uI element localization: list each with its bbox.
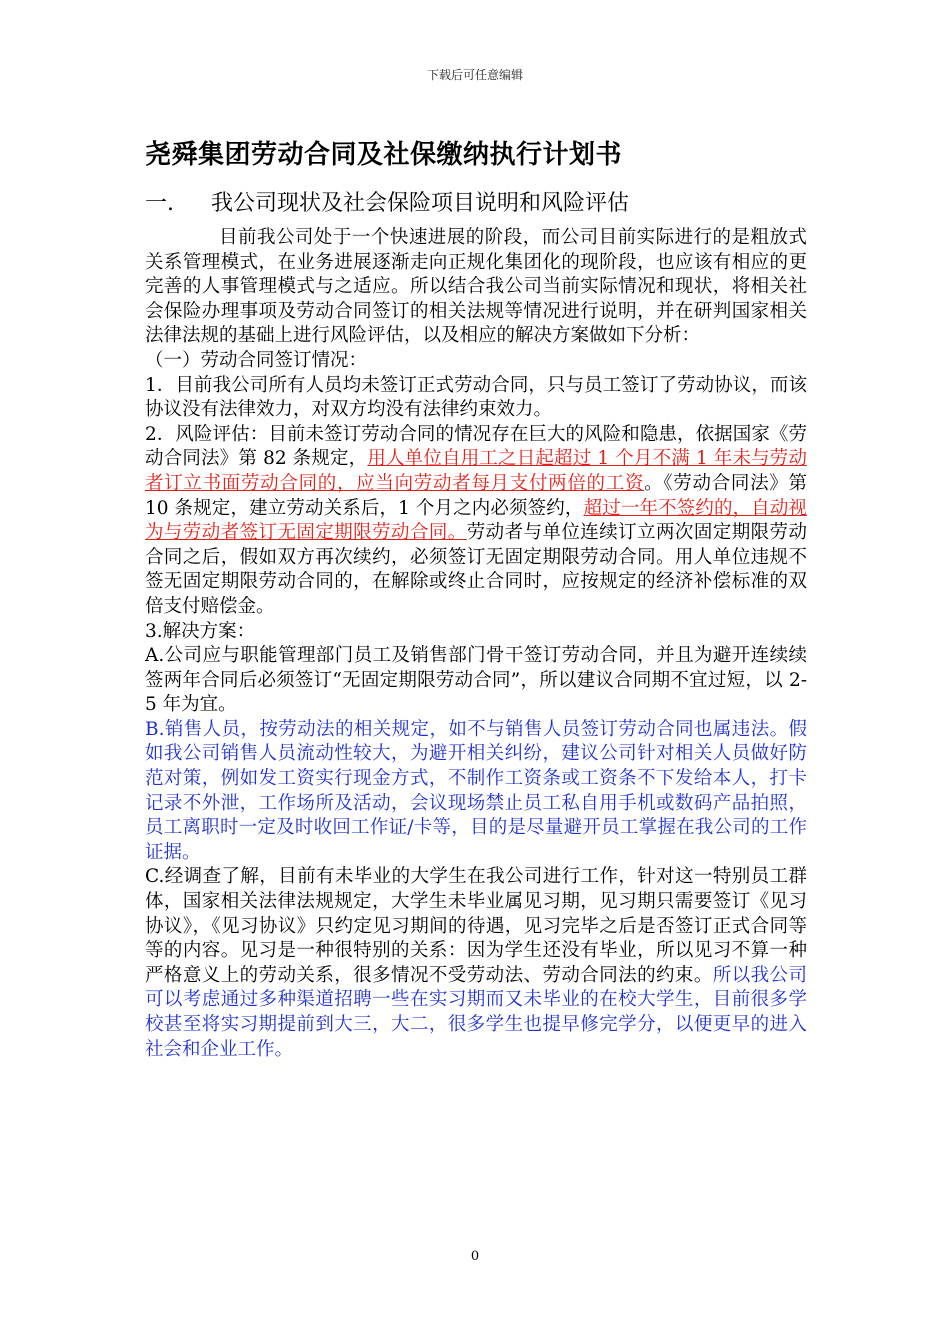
section-title: 我公司现状及社会保险项目说明和风险评估: [211, 191, 630, 216]
item-b: B.销售人员，按劳动法的相关规定，如不与销售人员签订劳动合同也属违法。假如我公司销售人员流动性较大，为避开相关纠纷，建议公司针对相关人员做好防范对策，例如发工资实行现金方式，不制作工资条或工资条不下发给本人，打卡记录不外泄，工作场所及活动，会议现场禁止员工私自用手机或数码产品拍照，员工离职时一定及时收回工作证/卡等，目的是尽量避开员工掌握在我公司的工作证据。: [145, 718, 807, 863]
item-1: 1．目前我公司所有人员均未签订正式劳动合同，只与员工签订了劳动协议，而该协议没有法律效力，对双方均没有法律约束效力。: [145, 374, 807, 421]
item-c-text: C.经调查了解，目前有未毕业的大学生在我公司进行工作，针对这一特别员工群体，国家相关法律法规规定，大学生未毕业属见习期，见习期只需要签订《见习协议》，《见习协议》只约定见习期间的待遇，见习完毕之后是否签订正式合同等等的内容。见习是一种很特别的关系：因为学生还没有毕业，所以见习不算一种严格意义上的劳动关系，很多情况不受劳动法、劳动合同法的约束。: [145, 866, 807, 986]
item-a: A.公司应与职能管理部门员工及销售部门骨干签订劳动合同，并且为避开连续续签两年合同后必须签订“无固定期限劳动合同”，所以建议合同期不宜过短，以 2-5 年为宜。: [145, 645, 807, 716]
item-2-text-c: 劳动者与单位连续订立两次固定期限劳动合同之后，假如双方再次续约，必须签订无固定期限劳动合同。用人单位违规不签无固定期限劳动合同的，在解除或终止合同时，应按规定的经济补偿标准的双倍支付赔偿金。: [145, 522, 807, 617]
item-c: [145, 865, 807, 1062]
item-c-highlight: 所以我公司可以考虑通过多种渠道招聘一些在实习期而又未毕业的在校大学生，目前很多学校甚至将实习期提前到大三，大二，很多学生也提早修完学分，以便更早的进入社会和企业工作。: [145, 964, 807, 1060]
section-heading: [145, 186, 629, 217]
item-2: [145, 423, 807, 620]
page-number: 0: [470, 1249, 480, 1264]
document-body: [145, 226, 807, 1062]
item-2-text-b: 。《劳动合同法》第 10 条规定，建立劳动关系后，1 个月之内必须签约，: [145, 472, 807, 519]
page-header: 下载后可任意编辑: [426, 68, 523, 82]
item-2-highlight-2: 超过一年不签约的，自动视为与劳动者签订无固定期限劳动合同。: [145, 497, 807, 544]
section-number: 一.: [145, 191, 174, 216]
intro-paragraph: 目前我公司处于一个快速进展的阶段，而公司目前实际进行的是粗放式关系管理模式，在业务进展逐渐走向正规化集团化的现阶段，也应该有相应的更完善的人事管理模式与之适应。所以结合我公司当前实际情况和现状，将相关社会保险办理事项及劳动合同签订的相关法规等情况进行说明，并在研判国家相关法律法规的基础上进行风险评估，以及相应的解决方案做如下分析：: [145, 227, 807, 347]
document-title: 尧舜集团劳动合同及社保缴纳执行计划书: [145, 140, 623, 170]
item-3: 3.解决方案：: [145, 620, 256, 642]
item-2-text-a: 2．风险评估：目前未签订劳动合同的情况存在巨大的风险和隐患，依据国家《劳动合同法》第 82 条规定，: [145, 423, 807, 470]
subheading-contract: （一）劳动合同签订情况：: [145, 349, 368, 371]
item-2-highlight-1: 用人单位自用工之日起超过 1 个月不满 1 年未与劳动者订立书面劳动合同的，应当向劳动者每月支付两倍的工资: [145, 448, 807, 494]
